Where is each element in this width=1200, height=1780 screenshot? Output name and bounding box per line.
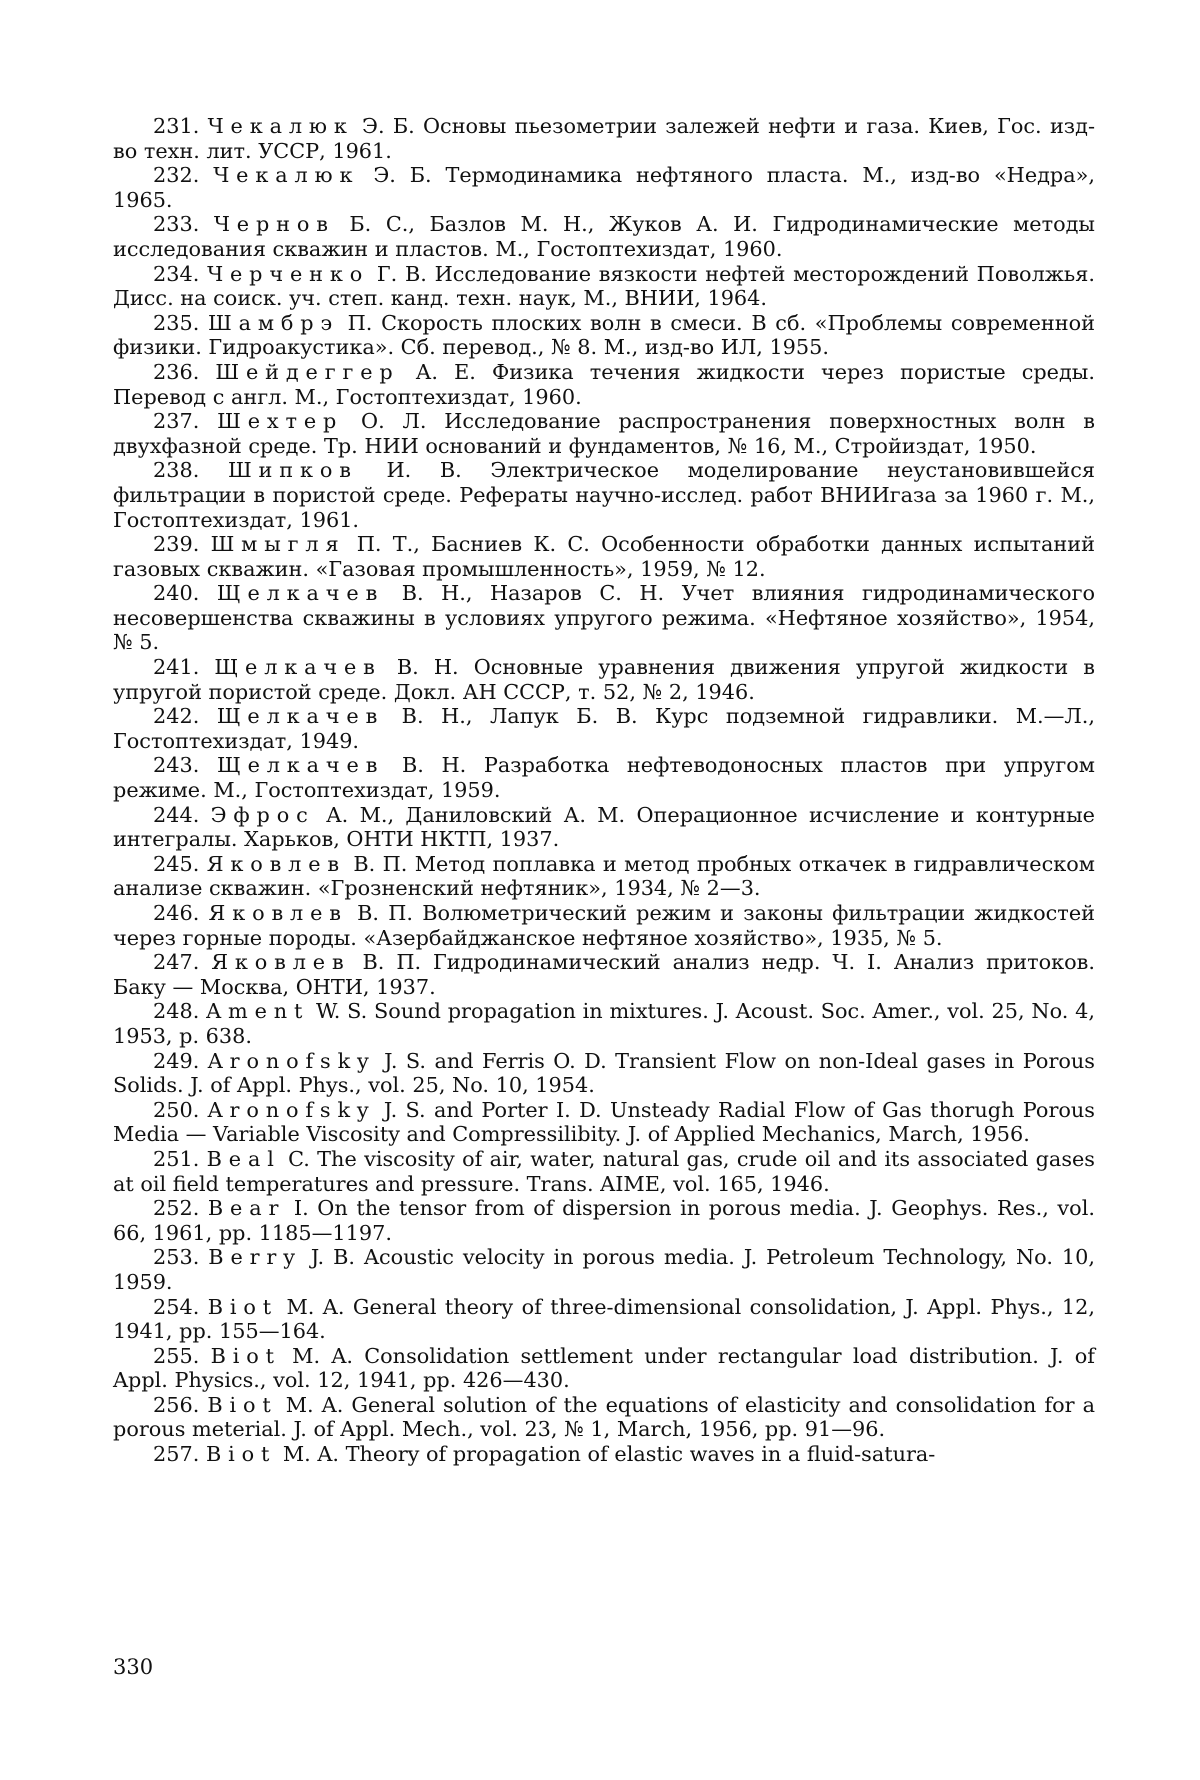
reference-author: Щелкачев <box>216 581 385 606</box>
reference-number: 240. <box>153 581 200 606</box>
reference-author: Biot <box>207 1392 278 1417</box>
reference-author: Biot <box>207 1294 279 1319</box>
reference-number: 253. <box>153 1245 200 1270</box>
reference-author: Шехтер <box>217 409 344 434</box>
reference-author: Яковлев <box>208 901 348 925</box>
reference-author: Aronofsky <box>207 1097 376 1122</box>
reference-author: Щелкачев <box>216 704 385 729</box>
reference-item <box>113 950 1095 999</box>
reference-item <box>113 753 1095 802</box>
reference-number: 242. <box>153 704 200 729</box>
reference-author: Beal <box>206 1146 281 1171</box>
reference-number: 252. <box>153 1196 200 1221</box>
reference-text: В. П. Волюметрический режим и законы фильтрации жидкостей через горные породы. «Азербайджанское нефтяное хозяйство», 1935, № 5. <box>113 901 1095 950</box>
reference-number: 250. <box>153 1097 200 1122</box>
reference-number: 255. <box>153 1343 200 1368</box>
reference-text: J. S. and Ferris O. D. Transient Flow on non-Ideal gases in Porous Solids. J. of Appl. Phys., vol. 25, No. 10, 1954. <box>113 1048 1095 1098</box>
reference-number: 231. <box>153 114 200 138</box>
reference-author: Чернов <box>213 212 335 237</box>
reference-text: П. Скорость плоских волн в смеси. В сб. «Проблемы современной физики. Гидроакустика». Сб. перевод., № 8. М., изд-во ИЛ, 1955. <box>113 310 1095 360</box>
reference-item <box>113 852 1095 901</box>
reference-number: 239. <box>153 532 200 557</box>
reference-item <box>113 163 1095 212</box>
reference-item <box>113 532 1095 581</box>
reference-item <box>113 1245 1095 1294</box>
reference-author: Biot <box>210 1343 281 1368</box>
reference-text: Г. В. Исследование вязкости нефтей месторождений Поволжья. Дисс. на соиск. уч. степ. канд. техн. наук, М., ВНИИ, 1964. <box>113 261 1095 311</box>
reference-item <box>113 901 1095 950</box>
reference-text: I. On the tensor from of dispersion in porous media. J. Geophys. Res., vol. 66, 1961, pp. 1185—1197. <box>113 1196 1095 1245</box>
reference-text: Б. С., Базлов М. Н., Жуков А. И. Гидродинамические методы исследования скважин и пластов. М., Гостоптехиздат, 1960. <box>113 212 1095 261</box>
reference-number: 257. <box>153 1442 200 1467</box>
reference-item <box>113 1049 1095 1098</box>
reference-number: 254. <box>153 1294 200 1319</box>
reference-number: 251. <box>153 1146 200 1171</box>
reference-text: П. Т., Басниев К. С. Особенности обработки данных испытаний газовых скважин. «Газовая промышленность», 1959, № 12. <box>113 532 1095 581</box>
reference-number: 247. <box>153 950 200 975</box>
reference-item <box>113 262 1095 311</box>
reference-text: В. Н. Основные уравнения движения упругой жидкости в упругой пористой среде. Докл. АН СССР, т. 52, № 2, 1946. <box>113 655 1095 704</box>
reference-text: А. Е. Физика течения жидкости через пористые среды. Перевод с англ. М., Гостоптехиздат, 1960. <box>113 359 1095 409</box>
reference-author: Aronofsky <box>207 1048 376 1073</box>
reference-author: Шипков <box>227 458 358 483</box>
reference-item <box>113 114 1095 163</box>
reference-number: 243. <box>153 753 200 778</box>
reference-text: В. П. Метод поплавка и метод пробных откачек в гидравлическом анализе скважин. «Грозненский нефтяник», 1934, № 2—3. <box>113 851 1095 901</box>
reference-author: Щелкачев <box>214 655 382 680</box>
reference-author: Эфрос <box>210 802 315 827</box>
reference-author: Щелкачев <box>216 753 385 778</box>
reference-author: Шмыгля <box>210 532 346 557</box>
reference-item <box>113 655 1095 704</box>
reference-number: 249. <box>153 1048 200 1073</box>
reference-number: 248. <box>153 999 200 1024</box>
reference-text: M. A. Theory of propagation of elastic waves in a fluid-satura- <box>282 1442 936 1467</box>
reference-text: В. Н., Лапук Б. В. Курс подземной гидравлики. М.—Л., Гостоптехиздат, 1949. <box>113 704 1095 753</box>
reference-item <box>113 704 1095 753</box>
reference-author: Berry <box>208 1245 302 1270</box>
reference-author: Черченко <box>207 261 370 286</box>
reference-text: В. Н., Назаров С. Н. Учет влияния гидродинамического несовершенства скважины в условиях упругого режима. «Нефтяное хозяйство», 1954, № 5. <box>113 581 1095 655</box>
reference-item <box>113 458 1095 532</box>
reference-text: А. М., Даниловский А. М. Операционное исчисление и контурные интегралы. Харьков, ОНТИ НКТП, 1937. <box>113 802 1095 852</box>
reference-number: 244. <box>153 802 200 827</box>
reference-item <box>113 311 1095 360</box>
reference-author: Ament <box>206 999 310 1024</box>
reference-item <box>113 1295 1095 1344</box>
reference-author: Чекалюк <box>207 114 354 138</box>
reference-text: C. The viscosity of air, water, natural gas, crude oil and its associated gases at oil field temperatures and pressure. Trans. AIME, vol. 165, 1946. <box>113 1146 1095 1196</box>
reference-item <box>113 581 1095 655</box>
reference-number: 233. <box>153 212 200 237</box>
reference-text: В. Н. Разработка нефтеводоносных пластов при упругом режиме. М., Гостоптехиздат, 1959. <box>113 753 1095 803</box>
reference-author: Яковлев <box>206 851 346 876</box>
reference-item <box>113 1442 1095 1467</box>
reference-item <box>113 360 1095 409</box>
reference-item <box>113 212 1095 261</box>
reference-text: Э. Б. Основы пьезометрии залежей нефти и газа. Киев, Гос. изд-во техн. лит. УССР, 1961. <box>113 114 1095 163</box>
reference-text: В. П. Гидродинамический анализ недр. Ч. I. Анализ притоков. Баку — Москва, ОНТИ, 1937. <box>113 950 1095 999</box>
reference-item <box>113 999 1095 1048</box>
reference-number: 246. <box>153 901 200 925</box>
reference-text: О. Л. Исследование распространения поверхностных волн в двухфазной среде. Тр. НИИ оснований и фундаментов, № 16, М., Стройиздат, 1950. <box>113 409 1095 458</box>
reference-text: M. A. General solution of the equations of elasticity and consolidation for a porous meterial. J. of Appl. Mech., vol. 23, № 1, March, 1956, pp. 91—96. <box>113 1392 1095 1442</box>
reference-author: Чекалюк <box>213 163 360 188</box>
reference-author: Яковлев <box>211 950 351 975</box>
reference-number: 236. <box>153 359 200 384</box>
reference-number: 238. <box>153 458 200 483</box>
reference-text: J. S. and Porter I. D. Unsteady Radial Flow of Gas thorugh Porous Media — Variable Viscosity and Compressilibity. J. of Applied Mechanics, March, 1956. <box>113 1097 1095 1147</box>
reference-text: M. A. Consolidation settlement under rectangular load distribution. J. of Appl. Physics., vol. 12, 1941, pp. 426—430. <box>113 1343 1095 1393</box>
reference-text: Э. Б. Термодинамика нефтяного пласта. М., изд-во «Недра», 1965. <box>113 163 1095 212</box>
reference-item <box>113 1147 1095 1196</box>
reference-text: W. S. Sound propagation in mixtures. J. Acoust. Soc. Amer., vol. 25, No. 4, 1953, p. 638. <box>113 999 1095 1048</box>
reference-text: J. B. Acoustic velocity in porous media. J. Petroleum Technology, No. 10, 1959. <box>113 1245 1095 1294</box>
reference-number: 256. <box>153 1392 200 1417</box>
reference-item <box>113 1393 1095 1442</box>
reference-number: 237. <box>153 409 200 434</box>
reference-author: Bear <box>207 1196 286 1221</box>
reference-text: И. В. Электрическое моделирование неустановившейся фильтрации в пористой среде. Рефераты научно-исслед. работ ВНИИгаза за 1960 г. М., Гостоптехиздат, 1961. <box>113 458 1095 532</box>
reference-author: Шейдеггер <box>215 359 400 384</box>
reference-number: 234. <box>153 261 200 286</box>
reference-author: Biot <box>205 1442 277 1467</box>
bibliography-list <box>113 114 1095 1467</box>
reference-item <box>113 1098 1095 1147</box>
reference-text: M. A. General theory of three-dimensional consolidation, J. Appl. Phys., 12, 1941, pp. 155—164. <box>113 1294 1095 1344</box>
reference-number: 245. <box>153 851 200 876</box>
reference-item <box>113 1196 1095 1245</box>
page-number: 330 <box>113 1655 154 1679</box>
reference-item <box>113 803 1095 852</box>
reference-number: 241. <box>153 655 200 680</box>
reference-item <box>113 409 1095 458</box>
reference-number: 235. <box>153 310 200 335</box>
reference-author: Шамбрэ <box>208 310 339 335</box>
reference-number: 232. <box>153 163 200 188</box>
reference-item <box>113 1344 1095 1393</box>
